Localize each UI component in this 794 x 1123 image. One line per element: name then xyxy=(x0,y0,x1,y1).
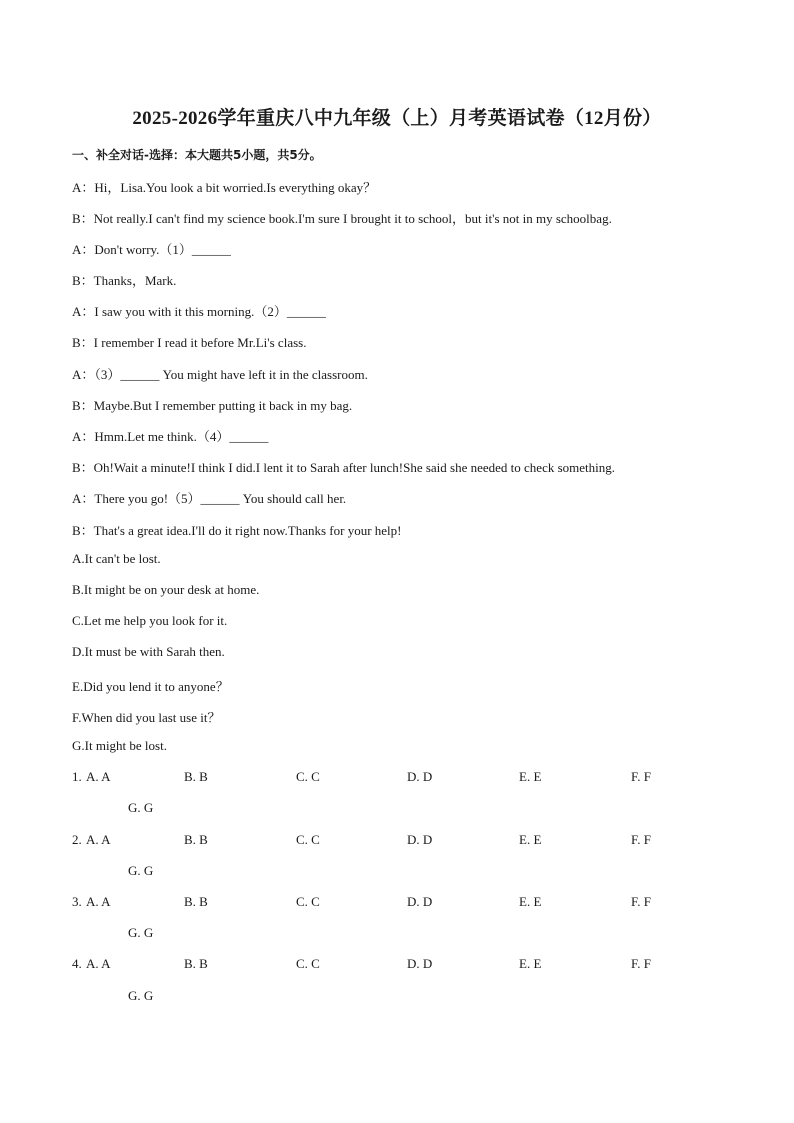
dialogue-line: B：I remember I read it before Mr.Li's class. xyxy=(72,335,307,350)
option-f[interactable]: F. F xyxy=(631,769,651,784)
choice-item: B.It might be on your desk at home. xyxy=(72,582,260,597)
option-g[interactable]: G. G xyxy=(128,863,154,878)
question-number: 3. xyxy=(72,894,82,909)
option-f[interactable]: F. F xyxy=(631,956,651,971)
dialogue-line: B：Not really.I can't find my science book.I'm sure I brought it to school，but it's not in my schoolbag. xyxy=(72,211,612,226)
question-number: 4. xyxy=(72,956,82,971)
dialogue-line: B：Maybe.But I remember putting it back in my bag. xyxy=(72,398,353,413)
dialogue-line: A：Don't worry.（1）______ xyxy=(72,242,231,257)
page-title: 2025-2026学年重庆八中九年级（上）月考英语试卷（12月份） xyxy=(132,108,662,129)
option-c[interactable]: C. C xyxy=(296,769,320,784)
option-b[interactable]: B. B xyxy=(184,956,208,971)
choice-item: C.Let me help you look for it. xyxy=(72,613,228,628)
option-b[interactable]: B. B xyxy=(184,769,208,784)
option-g[interactable]: G. G xyxy=(128,800,154,815)
dialogue-line: A：Hmm.Let me think.（4）______ xyxy=(72,429,269,444)
option-b[interactable]: B. B xyxy=(184,832,208,847)
option-a[interactable]: A. A xyxy=(86,832,111,847)
dialogue-line: B：Thanks，Mark. xyxy=(72,273,177,288)
option-f[interactable]: F. F xyxy=(631,832,651,847)
option-e[interactable]: E. E xyxy=(519,894,542,909)
choice-item: E.Did you lend it to anyone？ xyxy=(72,679,229,694)
dialogue-line: B：That's a great idea.I'll do it right now.Thanks for your help! xyxy=(72,523,402,538)
option-a[interactable]: A. A xyxy=(86,956,111,971)
option-c[interactable]: C. C xyxy=(296,832,320,847)
option-g[interactable]: G. G xyxy=(128,988,154,1003)
option-f[interactable]: F. F xyxy=(631,894,651,909)
dialogue-line: A：I saw you with it this morning.（2）______ xyxy=(72,304,326,319)
question-number: 2. xyxy=(72,832,82,847)
dialogue-line: A：Hi，Lisa.You look a bit worried.Is everything okay？ xyxy=(72,180,377,195)
option-c[interactable]: C. C xyxy=(296,956,320,971)
option-g[interactable]: G. G xyxy=(128,925,154,940)
option-d[interactable]: D. D xyxy=(407,894,433,909)
option-d[interactable]: D. D xyxy=(407,832,433,847)
option-c[interactable]: C. C xyxy=(296,894,320,909)
dialogue-line: A：（3）______ You might have left it in the classroom. xyxy=(72,367,368,382)
dialogue-line: A：There you go!（5）______ You should call her. xyxy=(72,491,347,506)
dialogue-line: B：Oh!Wait a minute!I think I did.I lent it to Sarah after lunch!She said she needed to check something. xyxy=(72,460,616,475)
option-a[interactable]: A. A xyxy=(86,894,111,909)
option-d[interactable]: D. D xyxy=(407,769,433,784)
option-e[interactable]: E. E xyxy=(519,769,542,784)
option-e[interactable]: E. E xyxy=(519,832,542,847)
question-number: 1. xyxy=(72,769,82,784)
choice-item: D.It must be with Sarah then. xyxy=(72,644,225,659)
option-b[interactable]: B. B xyxy=(184,894,208,909)
option-d[interactable]: D. D xyxy=(407,956,433,971)
section-heading: 一、补全对话-选择：本大题共5小题，共5分。 xyxy=(72,148,322,162)
choice-item: G.It might be lost. xyxy=(72,738,167,753)
option-e[interactable]: E. E xyxy=(519,956,542,971)
option-a[interactable]: A. A xyxy=(86,769,111,784)
choice-item: A.It can't be lost. xyxy=(72,551,161,566)
choice-item: F.When did you last use it？ xyxy=(72,710,221,725)
